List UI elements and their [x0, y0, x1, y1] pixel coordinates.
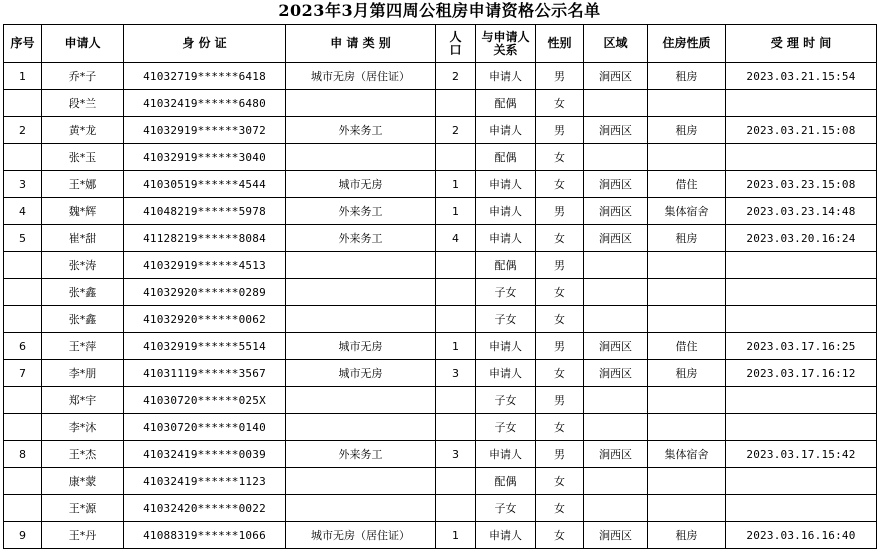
cell-gender: 男: [536, 333, 584, 360]
header-people-line1: 人: [449, 29, 462, 44]
cell-housing: 租房: [648, 522, 726, 549]
cell-relation: 申请人: [476, 198, 536, 225]
cell-category: [286, 414, 436, 441]
cell-district: 涧西区: [584, 522, 648, 549]
cell-applicant: 康*蒙: [42, 468, 124, 495]
cell-seq: 2: [4, 117, 42, 144]
cell-applicant: 李*沐: [42, 414, 124, 441]
header-district: 区域: [584, 25, 648, 63]
table-row: [4, 468, 877, 495]
cell-housing: 租房: [648, 63, 726, 90]
cell-id: 41032419******0039: [124, 441, 286, 468]
cell-seq: 8: [4, 441, 42, 468]
cell-gender: 女: [536, 90, 584, 117]
cell-id: 41030720******025X: [124, 387, 286, 414]
cell-category: 城市无房（居住证）: [286, 522, 436, 549]
cell-id: 41032920******0289: [124, 279, 286, 306]
cell-time: [726, 414, 877, 441]
applicant-table: [3, 24, 877, 549]
cell-housing: 租房: [648, 360, 726, 387]
cell-id: 41031119******3567: [124, 360, 286, 387]
cell-gender: 女: [536, 522, 584, 549]
cell-district: [584, 144, 648, 171]
cell-relation: 子女: [476, 495, 536, 522]
table-row: [4, 117, 877, 144]
cell-district: [584, 306, 648, 333]
cell-category: 外来务工: [286, 441, 436, 468]
cell-time: 2023.03.17.16:25: [726, 333, 877, 360]
table-row: [4, 522, 877, 549]
cell-time: 2023.03.20.16:24: [726, 225, 877, 252]
cell-housing: [648, 144, 726, 171]
cell-applicant: 王*杰: [42, 441, 124, 468]
cell-relation: 申请人: [476, 225, 536, 252]
cell-district: 涧西区: [584, 441, 648, 468]
cell-applicant: 张*玉: [42, 144, 124, 171]
cell-relation: 申请人: [476, 441, 536, 468]
cell-district: [584, 414, 648, 441]
table-row: [4, 333, 877, 360]
cell-id: 41032719******6418: [124, 63, 286, 90]
table-row: [4, 90, 877, 117]
cell-relation: 配偶: [476, 144, 536, 171]
cell-people: [436, 495, 476, 522]
cell-applicant: 王*丹: [42, 522, 124, 549]
cell-seq: [4, 414, 42, 441]
cell-gender: 男: [536, 387, 584, 414]
cell-relation: 申请人: [476, 522, 536, 549]
cell-gender: 男: [536, 198, 584, 225]
cell-housing: 借住: [648, 171, 726, 198]
cell-id: 41030519******4544: [124, 171, 286, 198]
cell-id: 41032419******6480: [124, 90, 286, 117]
cell-district: 涧西区: [584, 63, 648, 90]
cell-relation: 申请人: [476, 360, 536, 387]
cell-district: 涧西区: [584, 171, 648, 198]
cell-category: 外来务工: [286, 225, 436, 252]
cell-housing: 借住: [648, 333, 726, 360]
cell-seq: [4, 306, 42, 333]
cell-seq: 4: [4, 198, 42, 225]
cell-category: [286, 495, 436, 522]
cell-id: 41032920******0062: [124, 306, 286, 333]
header-relation-line1: 与申请人: [481, 29, 530, 44]
cell-housing: [648, 495, 726, 522]
table-row: [4, 252, 877, 279]
cell-people: 1: [436, 171, 476, 198]
cell-category: 城市无房（居住证）: [286, 63, 436, 90]
table-row: [4, 441, 877, 468]
cell-gender: 女: [536, 306, 584, 333]
cell-relation: 申请人: [476, 117, 536, 144]
cell-category: [286, 144, 436, 171]
cell-seq: 3: [4, 171, 42, 198]
cell-people: 4: [436, 225, 476, 252]
table-row: [4, 306, 877, 333]
table-header-row: [4, 25, 877, 63]
cell-category: [286, 90, 436, 117]
cell-relation: 子女: [476, 414, 536, 441]
header-id: 身 份 证: [124, 25, 286, 63]
cell-relation: 子女: [476, 387, 536, 414]
cell-applicant: 李*朋: [42, 360, 124, 387]
cell-district: [584, 387, 648, 414]
cell-seq: 9: [4, 522, 42, 549]
cell-housing: 租房: [648, 117, 726, 144]
cell-gender: 女: [536, 414, 584, 441]
cell-relation: 配偶: [476, 90, 536, 117]
header-category: 申 请 类 别: [286, 25, 436, 63]
cell-people: 3: [436, 360, 476, 387]
cell-category: 城市无房: [286, 360, 436, 387]
cell-seq: [4, 279, 42, 306]
cell-id: 41032919******5514: [124, 333, 286, 360]
cell-gender: 女: [536, 171, 584, 198]
cell-people: [436, 144, 476, 171]
cell-id: 41032419******1123: [124, 468, 286, 495]
cell-time: [726, 144, 877, 171]
cell-gender: 男: [536, 441, 584, 468]
cell-people: [436, 252, 476, 279]
cell-time: [726, 252, 877, 279]
cell-seq: 7: [4, 360, 42, 387]
cell-category: 城市无房: [286, 171, 436, 198]
table-row: [4, 225, 877, 252]
header-relation: [476, 25, 536, 63]
cell-gender: 男: [536, 63, 584, 90]
cell-people: 1: [436, 333, 476, 360]
cell-id: 41128219******8084: [124, 225, 286, 252]
cell-gender: 女: [536, 360, 584, 387]
cell-district: 涧西区: [584, 333, 648, 360]
cell-applicant: 郑*宇: [42, 387, 124, 414]
cell-relation: 申请人: [476, 63, 536, 90]
table-body: [4, 63, 877, 549]
cell-category: [286, 387, 436, 414]
cell-district: [584, 279, 648, 306]
cell-housing: 租房: [648, 225, 726, 252]
cell-housing: [648, 252, 726, 279]
table-row: [4, 171, 877, 198]
cell-applicant: 黄*龙: [42, 117, 124, 144]
cell-seq: 6: [4, 333, 42, 360]
cell-applicant: 王*萍: [42, 333, 124, 360]
cell-seq: [4, 468, 42, 495]
cell-category: 外来务工: [286, 198, 436, 225]
cell-category: [286, 252, 436, 279]
cell-district: [584, 90, 648, 117]
cell-relation: 配偶: [476, 252, 536, 279]
cell-people: 1: [436, 522, 476, 549]
cell-id: 41088319******1066: [124, 522, 286, 549]
cell-id: 41048219******5978: [124, 198, 286, 225]
cell-applicant: 乔*子: [42, 63, 124, 90]
cell-time: [726, 306, 877, 333]
cell-id: 41032420******0022: [124, 495, 286, 522]
cell-relation: 配偶: [476, 468, 536, 495]
table-row: [4, 495, 877, 522]
cell-applicant: 段*兰: [42, 90, 124, 117]
cell-district: [584, 495, 648, 522]
cell-gender: 男: [536, 117, 584, 144]
cell-category: [286, 468, 436, 495]
table-row: [4, 63, 877, 90]
cell-people: [436, 387, 476, 414]
cell-housing: 集体宿舍: [648, 198, 726, 225]
table-row: [4, 144, 877, 171]
cell-relation: 子女: [476, 306, 536, 333]
cell-housing: [648, 387, 726, 414]
cell-id: 41030720******0140: [124, 414, 286, 441]
cell-id: 41032919******3072: [124, 117, 286, 144]
cell-district: [584, 252, 648, 279]
cell-people: 3: [436, 441, 476, 468]
cell-time: [726, 90, 877, 117]
header-gender: 性别: [536, 25, 584, 63]
cell-people: [436, 90, 476, 117]
header-people: [436, 25, 476, 63]
cell-housing: [648, 279, 726, 306]
cell-seq: [4, 387, 42, 414]
cell-time: 2023.03.17.15:42: [726, 441, 877, 468]
cell-category: [286, 279, 436, 306]
cell-time: 2023.03.21.15:54: [726, 63, 877, 90]
cell-id: 41032919******4513: [124, 252, 286, 279]
header-relation-line2: 关系: [493, 42, 518, 57]
cell-people: [436, 468, 476, 495]
cell-time: [726, 279, 877, 306]
cell-category: [286, 306, 436, 333]
cell-time: 2023.03.23.15:08: [726, 171, 877, 198]
cell-district: 涧西区: [584, 360, 648, 387]
header-seq: 序号: [4, 25, 42, 63]
cell-gender: 女: [536, 495, 584, 522]
cell-time: 2023.03.21.15:08: [726, 117, 877, 144]
cell-housing: [648, 414, 726, 441]
cell-category: 外来务工: [286, 117, 436, 144]
table-row: [4, 279, 877, 306]
cell-gender: 女: [536, 144, 584, 171]
cell-time: [726, 468, 877, 495]
cell-applicant: 张*鑫: [42, 279, 124, 306]
cell-gender: 女: [536, 225, 584, 252]
header-housing: 住房性质: [648, 25, 726, 63]
cell-gender: 女: [536, 279, 584, 306]
table-row: [4, 414, 877, 441]
cell-district: 涧西区: [584, 225, 648, 252]
cell-gender: 女: [536, 468, 584, 495]
cell-people: 1: [436, 198, 476, 225]
header-people-line2: 口: [449, 42, 462, 57]
cell-people: 2: [436, 63, 476, 90]
cell-housing: [648, 468, 726, 495]
cell-applicant: 王*娜: [42, 171, 124, 198]
cell-category: 城市无房: [286, 333, 436, 360]
cell-seq: [4, 144, 42, 171]
cell-applicant: 张*鑫: [42, 306, 124, 333]
document-title: 2023年3月第四周公租房申请资格公示名单: [278, 1, 601, 20]
cell-people: 2: [436, 117, 476, 144]
table-row: [4, 198, 877, 225]
cell-people: [436, 279, 476, 306]
cell-housing: 集体宿舍: [648, 441, 726, 468]
cell-seq: 1: [4, 63, 42, 90]
cell-id: 41032919******3040: [124, 144, 286, 171]
cell-district: 涧西区: [584, 198, 648, 225]
cell-time: [726, 495, 877, 522]
cell-seq: [4, 90, 42, 117]
table-row: [4, 387, 877, 414]
header-time: 受 理 时 间: [726, 25, 877, 63]
cell-applicant: 张*涛: [42, 252, 124, 279]
table-row: [4, 360, 877, 387]
cell-time: 2023.03.16.16:40: [726, 522, 877, 549]
cell-district: 涧西区: [584, 117, 648, 144]
cell-seq: [4, 252, 42, 279]
cell-relation: 申请人: [476, 333, 536, 360]
cell-relation: 申请人: [476, 171, 536, 198]
header-applicant: 申请人: [42, 25, 124, 63]
cell-time: 2023.03.17.16:12: [726, 360, 877, 387]
cell-people: [436, 414, 476, 441]
cell-gender: 男: [536, 252, 584, 279]
cell-housing: [648, 90, 726, 117]
cell-time: 2023.03.23.14:48: [726, 198, 877, 225]
cell-applicant: 王*源: [42, 495, 124, 522]
cell-seq: [4, 495, 42, 522]
cell-time: [726, 387, 877, 414]
cell-seq: 5: [4, 225, 42, 252]
cell-applicant: 魏*辉: [42, 198, 124, 225]
cell-people: [436, 306, 476, 333]
cell-housing: [648, 306, 726, 333]
cell-applicant: 崔*甜: [42, 225, 124, 252]
cell-district: [584, 468, 648, 495]
cell-relation: 子女: [476, 279, 536, 306]
